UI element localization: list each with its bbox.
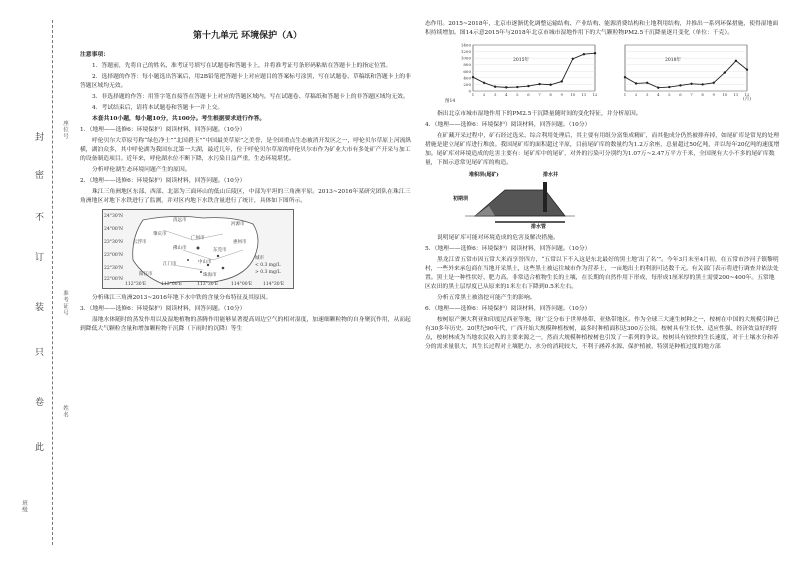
- question-ask: 分析呼伦湖生态环境问题产生的原因。: [92, 166, 191, 173]
- place-label: 东莞市: [213, 247, 227, 253]
- place-label: 江门市: [163, 261, 177, 267]
- question-text: 在矿藏开采过程中，矿石经过选采、综合利用处理后，其主要有用组分富集成精矿，而其他成分仍然被排弃掉，如尾矿库是常见的处理措施是建立尾矿库进行堆放。我国尾矿库的面积超过平原，目前尾矿库的数量约为1.2万余座，总量超过50亿吨，并以每年20亿吨的速度增加。尾矿库对环境造成的危害主要有：尾矿库中的尾矿，对外的污染可分别约为1.07万~2.47万平方千米，全国现有大小不多的尾矿库数量，下图示意常见尾矿库的构造。: [425, 132, 780, 166]
- question-text: 黑龙江省五常市因五常大米而享誉四方，“五常以下不入这是东北最好的黑土地‘出了名’”。今年3月末至4月初，在五常市沙河子镇黎明村，一些外来承包商在当地开采黑土，这些黑土被运往城市作为营养土，一亩地出土的利润可达数千元。有关部门表示将进行调查并依法处置。黑土是一种性状好、肥力高、非常适合植物生长的土壤，在长期的自然作用下形成，每形成1厘米厚的黑土需要200~400年。五常地区农田的黑土层厚度已从原来的1米左右下降到0.5米左右。: [425, 256, 779, 290]
- lat-label: 23°30'N: [104, 239, 123, 245]
- y-tick-label: 0: [468, 88, 471, 94]
- chart-caption: 图14: [445, 98, 456, 104]
- place-label: 惠州市: [233, 239, 247, 245]
- question-text: 珠江三角洲地区东部、西部、北部为三面环山的低山丘陵区，中部为平坦的三角洲平原。2013~2016年某研究团队在珠江三角洲地区对地下水铁进行了监测，并对区内地下水铁含量进行了统计，具体如下图所示。: [80, 188, 411, 204]
- x-tick-label: 8: [701, 91, 704, 97]
- question-heading: 6．（地理——选修6：环境保护）阅读材料，回答问题。（10分）: [425, 305, 591, 312]
- lon-label: 114°00'E: [231, 281, 253, 287]
- y-tick-label: 200: [463, 81, 471, 87]
- data-point: [505, 86, 507, 88]
- seal-char: 密: [35, 171, 45, 181]
- place-label: 河源市: [231, 221, 245, 227]
- seal-char: 订: [35, 253, 45, 263]
- lon-label: 113°30'E: [197, 281, 219, 287]
- data-point: [635, 82, 637, 84]
- x-tick-label: 9: [712, 91, 715, 97]
- notice-item: 1．答题前，先将自己的姓名、准考证号填写在试题卷和答题卡上，并将准考证号条形码粘贴在答题卡上的指定位置。: [92, 62, 392, 69]
- intro-text: 本套共10小题，每小题10分，共100分。考生根据要求进行作答。: [92, 115, 266, 122]
- lon-label: 112°30'E: [125, 281, 147, 287]
- place-label: 中山市: [198, 259, 212, 265]
- x-tick-label: 6: [679, 91, 682, 97]
- notice-item: 3．非选择题的作答：用签字笔直接答在答题卡上对应的答题区域内。写在试题卷、草稿纸和答题卡上的非答题区域均无效。: [92, 93, 409, 100]
- series-label: 2015年: [513, 57, 529, 63]
- data-point: [657, 86, 659, 88]
- data-point: [561, 80, 563, 82]
- left-column: [80, 30, 415, 336]
- data-point: [494, 85, 496, 87]
- x-tick-label: 6: [527, 91, 530, 97]
- legend-item: < 0.3 mg/L: [255, 262, 281, 268]
- x-tick-label: 4: [657, 91, 660, 97]
- legend-item: 城市: [255, 255, 264, 261]
- x-tick-label: 5: [668, 91, 671, 97]
- y-tick-label: 1000: [460, 55, 471, 61]
- x-tick-label: 5: [516, 91, 519, 97]
- x-tick-label: 11: [733, 91, 739, 97]
- y-tick-label: 1400: [460, 42, 471, 48]
- data-point: [668, 86, 670, 88]
- x-tick-label: 2: [634, 91, 638, 97]
- legend-item: > 0.3 mg/L: [255, 269, 281, 275]
- diagram-drawing: [465, 172, 575, 230]
- question-ask: 分析五常黑土被盗挖可能产生的影响。: [437, 294, 536, 301]
- data-point: [701, 83, 703, 85]
- data-point: [549, 84, 551, 86]
- cut-line: [52, 20, 53, 545]
- question-text: 湿地水体随时的蒸发作用以及湿地植物的蒸腾作用能够显著提高周边空气的相对湿度，加速细颗粒物的自身聚沉作用，从而起到降低大气颗粒含量和增加颗粒物干沉降（下雨时的沉降）等生: [80, 316, 411, 332]
- x-tick-label: 12: [592, 91, 598, 97]
- place-label: 云浮市: [133, 239, 147, 245]
- x-axis-label: (月): [743, 96, 752, 102]
- series-label: 2018年: [665, 57, 681, 63]
- name-label: 姓名: [62, 405, 68, 418]
- diagram-label: 堆积坝(尾矿): [469, 171, 499, 178]
- pearl-river-map: [102, 209, 294, 289]
- x-tick-label: 4: [505, 91, 508, 97]
- binding-margin: [0, 0, 68, 562]
- question-text: 桉树原产澳大利亚和印度尼西亚等地，现广泛分布于世界热带、亚热带地区。作为全球三大速生树种之一，桉树在中国的大规模引种已有30多年历史。20世纪90年代，广西开始大规模种植桉树，最多时种植面积达300万公顷。桉树具有生长快、适应性强、经济效益好的特点，桉树林成为当地农民收入的主要来源之一，然而大规模种植桉树也引发了一系列的争议。桉树具有较快的生长速度，对于土壤水分和养分的需求量很大，其生长过程对土壤肥力、水分的消耗较大，不利于涵养水源、保护植被，特别是种植过度的地方部: [425, 316, 780, 350]
- data-point: [713, 82, 715, 84]
- x-tick-label: 10: [570, 91, 576, 97]
- diagram-label: 初期坝: [453, 195, 469, 202]
- question-heading: 5．（地理——选修6：环境保护）阅读材料，回答问题。（10分）: [425, 245, 591, 252]
- question-ask: 说明尾矿库可能对环境造成的危害及解决措施。: [437, 234, 559, 241]
- data-point: [646, 82, 648, 84]
- x-tick-label: 12: [744, 91, 750, 97]
- notice-item: 4．考试结束后，请将本试题卷和答题卡一并上交。: [92, 104, 224, 111]
- question-heading: 3．（地理——选修6：环境保护）阅读材料，回答问题。（10分）: [80, 305, 246, 312]
- page-title: 第十九单元 环境保护（A）: [192, 31, 303, 41]
- data-point: [483, 82, 485, 84]
- question-heading: 2．（地理——选修6：环境保护）阅读材料，回答问题。（10分）: [80, 177, 246, 184]
- notice-heading: 注意事项：: [80, 51, 109, 58]
- y-tick-label: 600: [463, 68, 471, 74]
- chart-plot-area: [445, 41, 765, 99]
- question-text: 态作用。2015~2018年，北京市逐渐优化调整运输结构、产业结构、能源消费结构和土地利用结构，并推出一系列环保措施，使得湿地面积持续增加。图14示意2015年与2018年北京市城市湿地作用下的大气颗粒物PM2.5干沉降量逐月变化（单位：千克）。: [425, 21, 779, 36]
- notice-item: 2．选择题的作答：每小题选出答案后，用2B铅笔把答题卡上对应题目的答案标号涂黑，写在试题卷、草稿纸和答题卡上的非答题区域均无效。: [80, 73, 411, 89]
- question-ask: 指出北京市城市湿地作用下的PM2.5干沉降量随时间的变化特征，并分析原因。: [437, 110, 642, 117]
- place-label: 佛山市: [173, 245, 187, 251]
- seal-char: 此: [35, 443, 45, 453]
- seat-number-label: 座位号: [62, 120, 68, 140]
- question-heading: 4．（地理——选修6：环境保护）阅读材料，回答问题。（10分）: [425, 121, 591, 128]
- place-label: 肇庆市: [153, 231, 167, 237]
- place-label: 广州市: [191, 235, 205, 241]
- diagram-label: 排水井: [543, 171, 559, 178]
- data-point: [472, 76, 474, 78]
- x-tick-label: 10: [722, 91, 728, 97]
- class-label: 班级: [21, 500, 27, 513]
- seal-char: 装: [35, 303, 45, 313]
- lat-label: 24°00'N: [104, 226, 123, 232]
- lon-label: 114°30'E: [263, 281, 285, 287]
- data-point: [679, 84, 681, 86]
- seal-char: 卷: [35, 398, 45, 408]
- data-point: [724, 71, 726, 73]
- y-tick-label: 1200: [460, 49, 471, 55]
- right-column: [425, 20, 780, 354]
- y-tick-label: 800: [463, 62, 471, 68]
- panel-frame: [473, 45, 595, 91]
- tailings-pond-diagram: [453, 171, 575, 230]
- x-tick-label: 7: [690, 91, 693, 97]
- lat-label: 23°00'N: [104, 252, 123, 258]
- place-label: 清远市: [173, 217, 187, 223]
- lat-label: 24°30'N: [104, 213, 123, 219]
- place-label: 珠海市: [203, 272, 217, 278]
- data-point: [516, 86, 518, 88]
- data-point: [624, 76, 626, 78]
- data-point: [527, 85, 529, 87]
- data-point: [746, 68, 748, 70]
- diagram-label: 排水管: [531, 223, 547, 230]
- seal-char: 封: [35, 133, 45, 143]
- exam-id-label: 准考证号: [62, 290, 68, 316]
- lon-label: 113°00'E: [161, 281, 183, 287]
- x-tick-label: 3: [645, 91, 649, 97]
- x-tick-label: 1: [623, 91, 627, 97]
- seal-char: 只: [35, 348, 45, 358]
- pm25-line-chart: [445, 41, 765, 107]
- data-point: [690, 83, 692, 85]
- question-text: 呼伦贝尔大草原号称“绿色净土”“北国碧玉”“中国最美草原”之美誉，是全国重点生态被消开发区之一，呼伦贝尔草原上河流纵横，湖泊众多，其中呼伦湖为我国东北第一大湖，最近几年，位于呼伦贝尔草原的呼伦贝尔市作为矿业大市有多处矿产开采与加工的设备制造项目。近年来，呼伦湖水位不断下降，水污染日益严重，生态环境堪忧。: [80, 137, 412, 162]
- place-label: 阳江市: [139, 271, 153, 277]
- question-heading: 1．（地理——选修6：环境保护）阅读材料，回答问题。（10分）: [80, 126, 246, 133]
- question-ask: 分析珠江三角洲2013~2016年地下水中铁的含量分布特征及其原因。: [92, 294, 272, 301]
- x-tick-label: 1: [471, 91, 475, 97]
- data-point: [572, 58, 574, 60]
- lat-label: 22°30'N: [104, 265, 123, 271]
- x-tick-label: 7: [538, 91, 541, 97]
- x-tick-label: 3: [493, 91, 497, 97]
- data-point: [583, 53, 585, 55]
- x-tick-label: 11: [581, 91, 587, 97]
- x-tick-label: 8: [549, 91, 552, 97]
- seal-char: 不: [35, 213, 45, 223]
- y-tick-label: 400: [463, 75, 471, 81]
- data-point: [735, 60, 737, 62]
- data-point: [594, 52, 596, 54]
- x-tick-label: 9: [560, 91, 563, 97]
- lat-label: 22°00'N: [104, 276, 123, 282]
- data-point: [538, 83, 540, 85]
- x-tick-label: 2: [482, 91, 486, 97]
